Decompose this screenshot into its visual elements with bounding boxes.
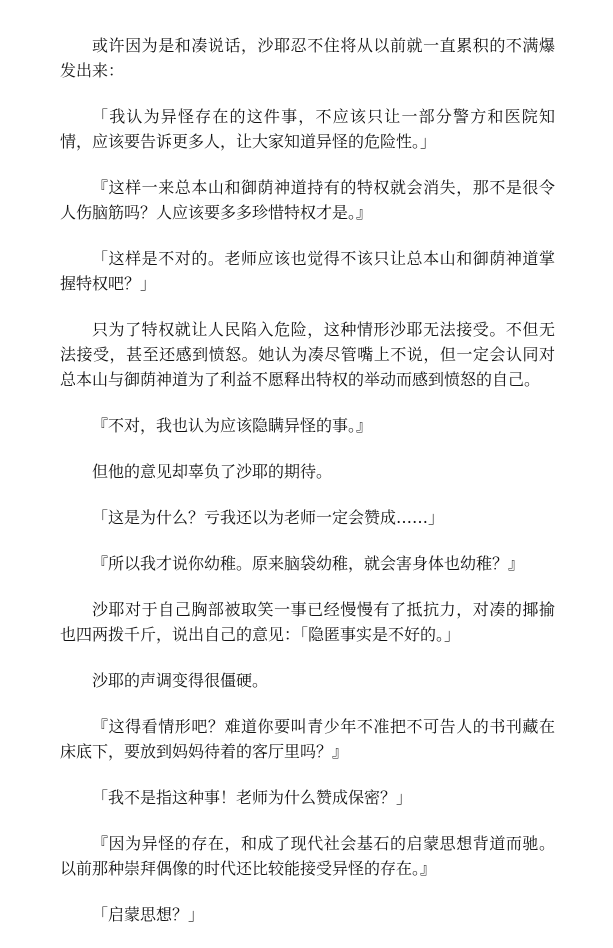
paragraph: 『因为异怪的存在，和成了现代社会基石的启蒙思想背道而驰。以前那种崇拜偶像的时代还比较能接受异怪的存在。』 <box>60 834 555 878</box>
paragraph: 「我不是指这种事！老师为什么赞成保密？」 <box>92 788 413 807</box>
paragraph: 或许因为是和凑说话，沙耶忍不住将从以前就一直累积的不满爆发出来： <box>60 36 555 80</box>
paragraph: 沙耶的声调变得很僵硬。 <box>92 671 269 690</box>
paragraph: 「启蒙思想？」 <box>92 905 205 924</box>
document-page <box>60 33 555 948</box>
paragraph: 『这样一来总本山和御荫神道持有的特权就会消失，那不是很令人伤脑筋吗？人应该要多多珍惜特权才是。』 <box>60 178 555 222</box>
paragraph: 「这样是不对的。老师应该也觉得不该只让总本山和御荫神道掌握特权吧？」 <box>60 249 555 293</box>
paragraph: 『这得看情形吧？难道你要叫青少年不准把不可告人的书刊藏在床底下，要放到妈妈待着的客厅里吗？』 <box>60 717 555 761</box>
paragraph: 『所以我才说你幼稚。原来脑袋幼稚，就会害身体也幼稚？』 <box>92 554 525 573</box>
paragraph: 但他的意见却辜负了沙耶的期待。 <box>92 462 333 481</box>
paragraph: 只为了特权就让人民陷入危险，这种情形沙耶无法接受。不但无法接受，甚至还感到愤怒。她认为凑尽管嘴上不说，但一定会认同对总本山与御荫神道为了利益不愿释出特权的举动而感到愤怒的自己。 <box>60 320 555 389</box>
paragraph: 『不对，我也认为应该隐瞒异怪的事。』 <box>92 416 373 435</box>
paragraph: 「我认为异怪存在的这件事，不应该只让一部分警方和医院知情，应该要告诉更多人，让大家知道异怪的危险性。」 <box>60 107 555 151</box>
paragraph: 「这是为什么？亏我还以为老师一定会赞成……」 <box>92 508 445 527</box>
paragraph: 沙耶对于自己胸部被取笑一事已经慢慢有了抵抗力，对凑的揶揄也四两拨千斤，说出自己的意见：「隐匿事实是不好的。」 <box>60 600 555 644</box>
